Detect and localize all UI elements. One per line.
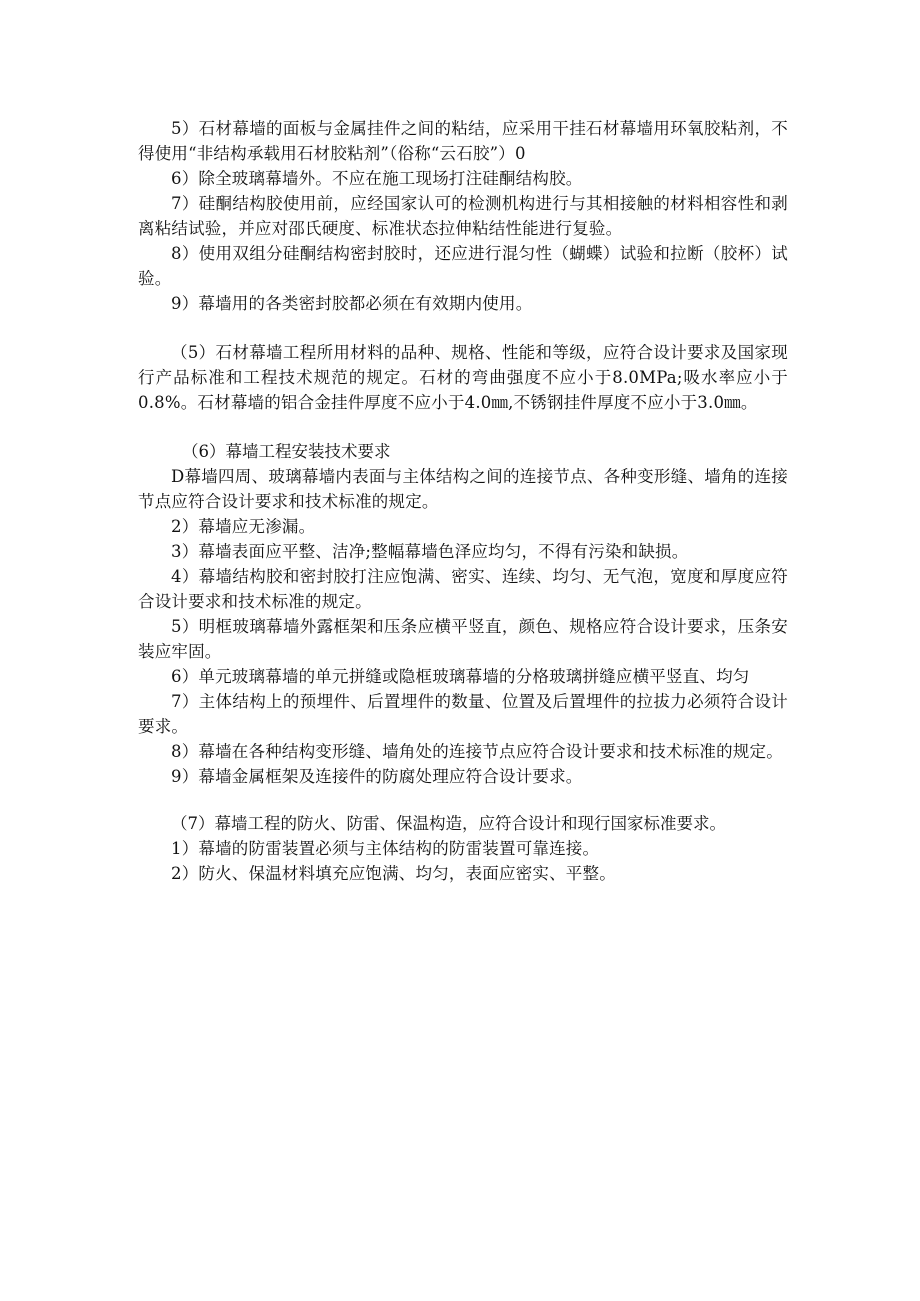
fire-item-1: 1）幕墙的防雷装置必须与主体结构的防雷装置可靠连接。 [171,839,600,858]
install-item-7: 7）主体结构上的预埋件、后置埋件的数量、位置及后置埋件的拉拔力必须符合设计要求。 [138,692,788,736]
install-item-4: 4）幕墙结构胶和密封胶打注应饱满、密实、连续、均匀、无气泡，宽度和厚度应符合设计要求和技术标准的规定。 [138,567,788,611]
fire-item-2: 2）防火、保温材料填充应饱满、均匀，表面应密实、平整。 [171,864,616,883]
install-item-6: 6）单元玻璃幕墙的单元拼缝或隐框玻璃幕墙的分格玻璃拼缝应横平竖直、均匀 [171,667,750,686]
item-7-compatibility-test: 7）硅酮结构胶使用前，应经国家认可的检测机构进行与其相接触的材料相容性和剥离粘结试验，并应对邵氏硬度、标准状态拉伸粘结性能进行复验。 [138,194,788,238]
item-5-adhesive: 5）石材幕墙的面板与金属挂件之间的粘结，应采用干挂石材幕墙用环氧胶粘剂，不得使用“非结构承载用石材胶粘剂”（俗称“云石胶”）0 [138,119,788,163]
install-item-8: 8）幕墙在各种结构变形缝、墙角处的连接节点应符合设计要求和技术标准的规定。 [171,742,783,761]
fire-heading: （7）幕墙工程的防火、防雷、保温构造，应符合设计和现行国家标准要求。 [171,814,726,833]
item-6-structural-sealant: 6）除全玻璃幕墙外。不应在施工现场打注硅酮结构胶。 [171,169,583,188]
install-heading: （6）幕墙工程安装技术要求 [182,442,391,461]
stone-materials-paragraph: （5）石材幕墙工程所用材料的品种、规格、性能和等级，应符合设计要求及国家现行产品标准和工程技术规范的规定。石材的弯曲强度不应小于8.0MPa;吸水率应小于0.8%。石材幕墙的铝合金挂件厚度不应小于4.0㎜,不锈钢挂件厚度不应小于3.0㎜。 [138,343,788,412]
install-item-3: 3）幕墙表面应平整、洁净;整幅幕墙色泽应均匀，不得有污染和缺损。 [171,542,689,561]
install-item-5: 5）明框玻璃幕墙外露框架和压条应横平竖直，颜色、规格应符合设计要求，压条安装应牢固。 [138,617,788,661]
install-item-9: 9）幕墙金属框架及连接件的防腐处理应符合设计要求。 [171,767,583,786]
spacer [138,316,788,340]
spacer [138,415,788,439]
item-9-shelf-life: 9）幕墙用的各类密封胶都必须在有效期内使用。 [171,294,533,313]
item-8-two-component-sealant: 8）使用双组分硅酮结构密封胶时，还应进行混匀性（蝴蝶）试验和拉断（胶杯）试验。 [138,244,788,288]
document-page [138,116,788,886]
install-item-2: 2）幕墙应无渗漏。 [171,517,316,536]
install-item-1: D幕墙四周、玻璃幕墙内表面与主体结构之间的连接节点、各种变形缝、墙角的连接节点应符合设计要求和技术标准的规定。 [138,467,788,511]
spacer [138,789,788,811]
